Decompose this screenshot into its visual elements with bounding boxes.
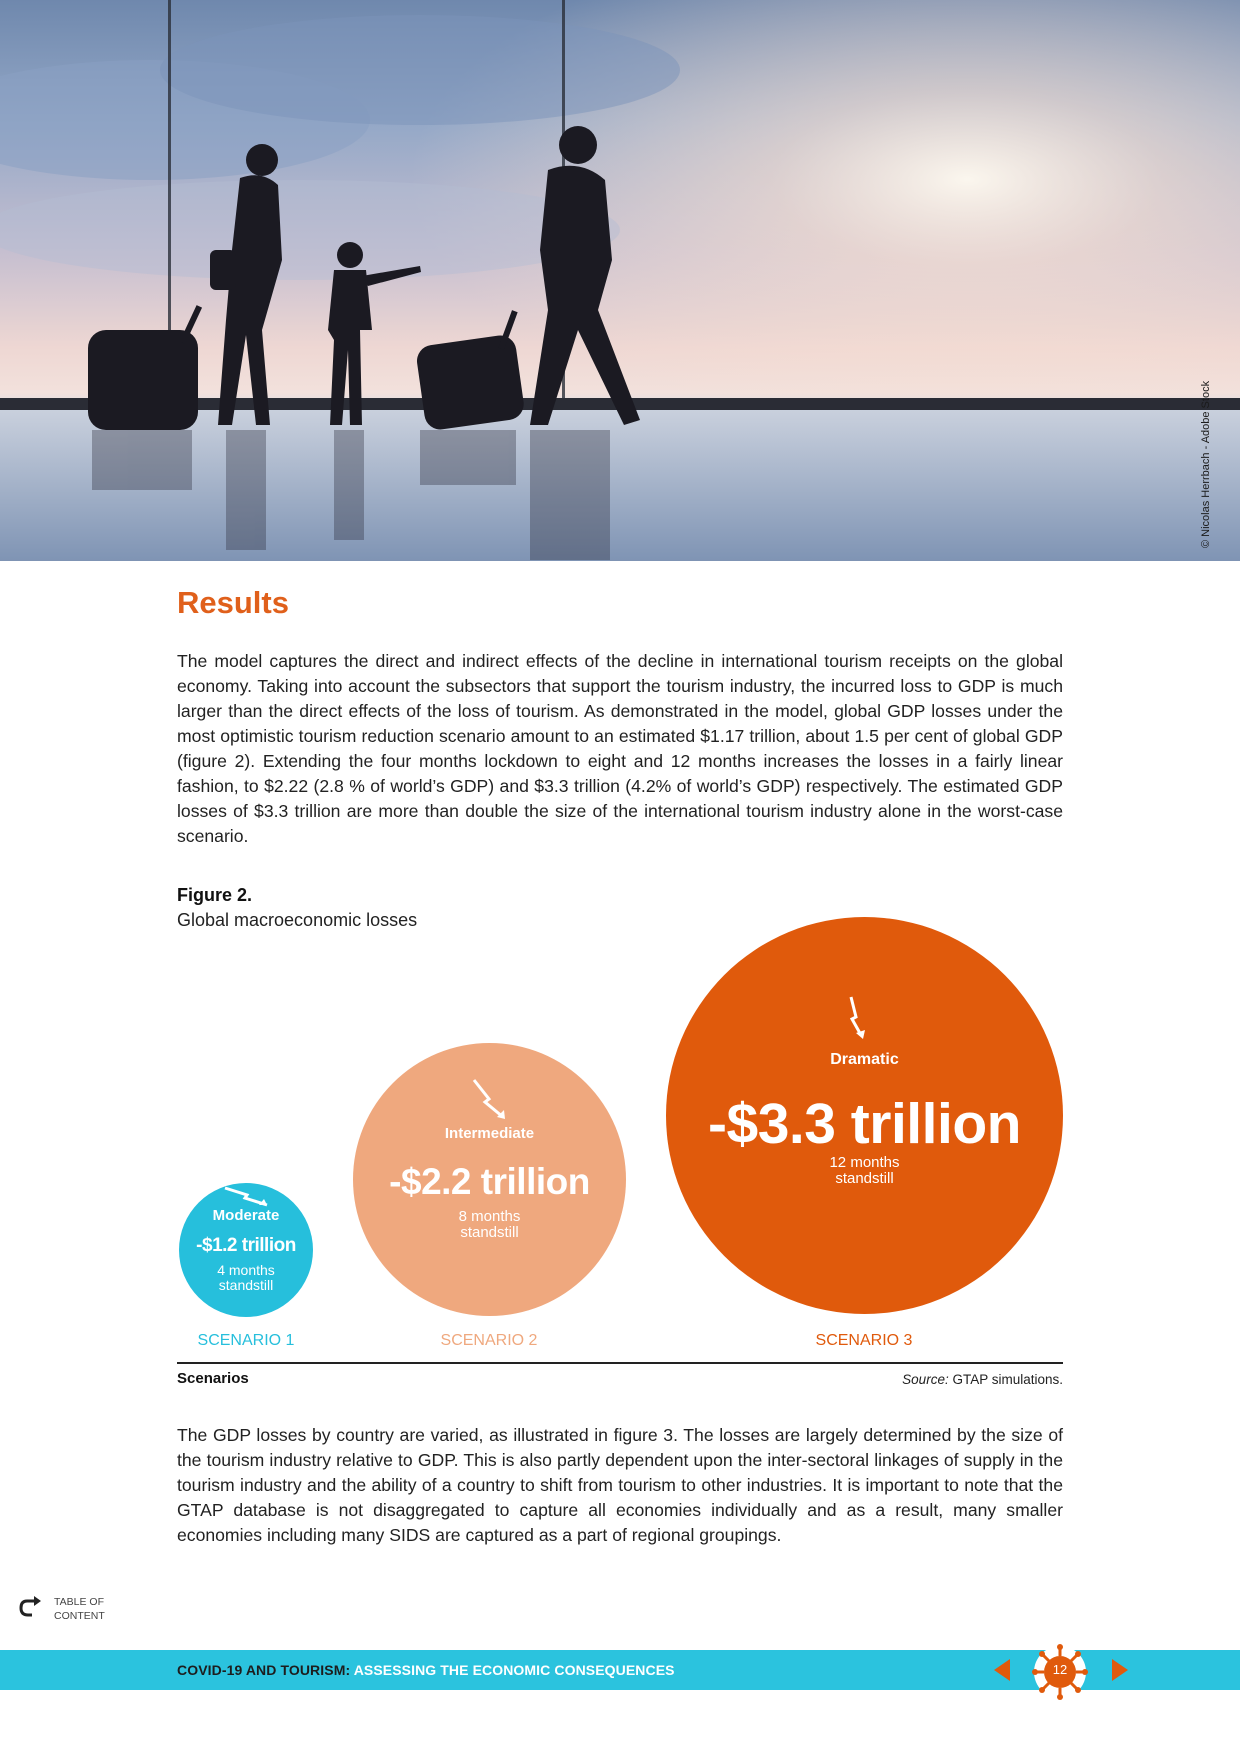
scenario-2-level: Intermediate	[444, 1125, 535, 1142]
toc-line1: TABLE OF	[54, 1596, 104, 1608]
down-trend-arrow-icon	[471, 1077, 511, 1123]
scenario-2-duration	[353, 1209, 626, 1241]
scenario-2-duration-line1: 8 months	[458, 1208, 521, 1225]
scenario-1-amount: -$1.2 trillion	[196, 1235, 296, 1256]
figure-axis-line	[177, 1362, 1063, 1364]
scenario-2-bubble	[353, 1043, 626, 1316]
scenario-3-duration-line1: 12 months	[829, 1154, 900, 1171]
scenario-2-label: SCENARIO 2	[440, 1332, 538, 1349]
footer-title	[177, 1662, 675, 1678]
scenario-1-duration	[179, 1263, 313, 1292]
scenario-3-label: SCENARIO 3	[815, 1332, 913, 1349]
hero-photo-illustration	[0, 0, 1240, 561]
figure-caption: Global macroeconomic losses	[177, 910, 418, 930]
table-of-content-label	[54, 1595, 105, 1623]
scenario-1-duration-line1: 4 months	[217, 1262, 275, 1278]
figure-label: Figure 2.	[177, 885, 253, 905]
scenario-1-label: SCENARIO 1	[197, 1332, 295, 1349]
down-trend-arrow-icon	[223, 1185, 269, 1207]
figure-source	[902, 1372, 1063, 1387]
scenario-2-duration-line2: standstill	[460, 1223, 519, 1241]
results-paragraph-1: The model captures the direct and indirect effects of the decline in international tourism receipts on the global economy. Taking into account the subsectors that support the tourism industry, the incurred loss to GDP is much larger than the direct effects of the loss of tourism. As demonstrated in the model, global GDP losses under the most optimistic tourism reduction scenario amount to an estimated $1.17 trillion, about 1.5 per cent of global GDP (figure 2). Extending the four months lockdown to eight and 12 months increases the losses in a fairly linear fashion, to $2.22 (2.8 % of world’s GDP) and $3.3 trillion (4.2% of world’s GDP) respectively. The estimated GDP losses of $3.3 trillion are more than double the size of the international tourism industry alone in the worst-case scenario.	[177, 651, 1063, 846]
scenario-3-duration	[666, 1155, 1063, 1187]
table-of-content-link[interactable]	[18, 1595, 105, 1623]
source-text: GTAP simulations.	[948, 1372, 1063, 1387]
hero-photo	[0, 0, 1240, 561]
toc-line2: CONTENT	[54, 1610, 105, 1622]
footer-bar	[0, 1650, 1240, 1690]
return-arrow-icon	[18, 1595, 44, 1619]
scenario-1-bubble	[179, 1183, 313, 1317]
footer-title-bold: COVID-19 AND TOURISM:	[177, 1662, 351, 1678]
scenario-2-amount: -$2.2 trillion	[389, 1161, 590, 1202]
previous-page-arrow-icon[interactable]	[994, 1659, 1010, 1681]
scenario-3-level: Dramatic	[830, 1051, 899, 1068]
scenario-3-bubble	[666, 917, 1063, 1314]
down-trend-arrow-icon	[846, 995, 872, 1041]
figure-axis-label: Scenarios	[177, 1370, 249, 1387]
scenario-1-level: Moderate	[212, 1207, 280, 1224]
scenario-3-duration-line2: standstill	[835, 1169, 894, 1187]
page-number: 12	[1052, 1662, 1068, 1677]
results-paragraph-2: The GDP losses by country are varied, as illustrated in figure 3. The losses are largely determined by the size of the tourism industry relative to GDP. This is also partly dependent upon the inter-sectoral linkages of supply in the tourism industry and the ability of a country to shift from tourism to other industries. It is important to note that the GTAP database is not disaggregated to capture all economies individually and as a result, many smaller economies including many SIDS are captured as a part of regional groupings.	[177, 1425, 1063, 1545]
scenario-3-amount: -$3.3 trillion	[708, 1092, 1021, 1156]
section-title: Results	[177, 585, 289, 620]
photo-credit: © Nicolas Herrbach - Adobe Stock	[1200, 380, 1212, 548]
source-prefix: Source:	[902, 1372, 949, 1387]
scenario-1-duration-line2: standstill	[218, 1276, 274, 1293]
footer-title-rest: ASSESSING THE ECONOMIC CONSEQUENCES	[350, 1662, 675, 1678]
next-page-arrow-icon[interactable]	[1112, 1659, 1128, 1681]
